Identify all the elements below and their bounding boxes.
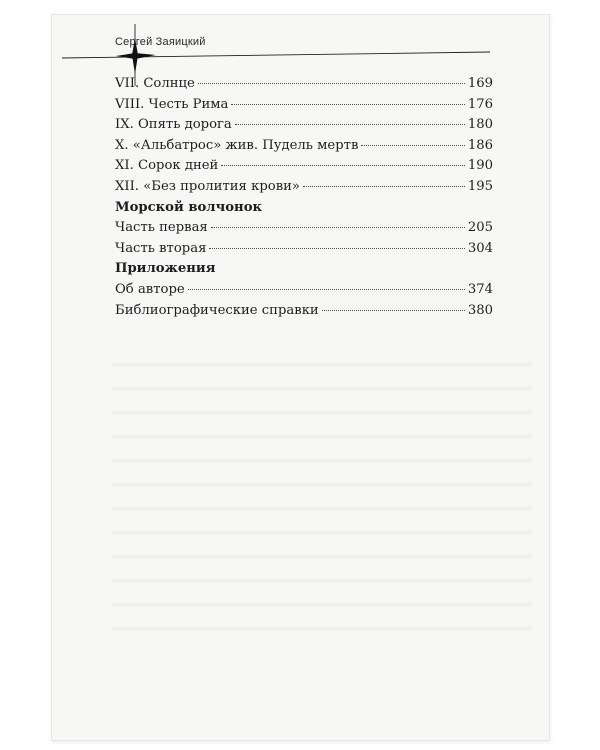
- table-of-contents: [115, 76, 493, 323]
- dot-leader: [235, 124, 465, 125]
- toc-section-heading[interactable]: Приложения: [115, 261, 216, 277]
- toc-entry-title: IX. Опять дорога: [115, 117, 232, 133]
- show-through-texture: [112, 345, 532, 645]
- toc-entry-title: Об авторе: [115, 281, 185, 297]
- dot-leader: [211, 227, 465, 228]
- dot-leader: [198, 83, 465, 84]
- toc-entry-page: 180: [467, 117, 493, 133]
- toc-entry-title: XI. Сорок дней: [115, 158, 219, 174]
- toc-entry-title: VIII. Честь Рима: [115, 96, 229, 112]
- toc-entry[interactable]: [115, 76, 493, 97]
- toc-entry[interactable]: [115, 158, 493, 179]
- toc-entry-title: XII. «Без пролития крови»: [115, 178, 300, 194]
- dot-leader: [188, 289, 465, 290]
- dot-leader: [231, 104, 464, 105]
- toc-entry-title: Часть первая: [115, 220, 208, 236]
- toc-entry[interactable]: [115, 138, 493, 159]
- toc-entry[interactable]: [115, 220, 493, 241]
- toc-entry-page: 304: [467, 240, 493, 256]
- toc-entry-title: VII. Солнце: [115, 76, 195, 91]
- running-head-author: Сергей Заяицкий: [115, 36, 206, 48]
- toc-entry[interactable]: [115, 303, 493, 324]
- toc-section-heading[interactable]: Морской волчонок: [115, 199, 263, 215]
- toc-entry-title: Часть вторая: [115, 240, 207, 256]
- toc-entry[interactable]: [115, 97, 493, 118]
- dot-leader: [209, 248, 464, 249]
- toc-entry[interactable]: [115, 179, 493, 200]
- toc-entry-page: 190: [467, 158, 493, 174]
- toc-entry-page: 374: [467, 281, 493, 297]
- toc-entry-page: 205: [467, 220, 493, 236]
- dot-leader: [221, 165, 464, 166]
- toc-entry-page: 169: [467, 76, 493, 91]
- toc-entry-title: X. «Альбатрос» жив. Пудель мертв: [115, 137, 359, 153]
- dot-leader: [303, 186, 465, 187]
- toc-entry-title: Библиографические справки: [115, 302, 319, 318]
- dot-leader: [361, 145, 464, 146]
- toc-entry-page: 186: [467, 137, 493, 153]
- toc-entry[interactable]: [115, 117, 493, 138]
- toc-entry[interactable]: [115, 241, 493, 262]
- toc-entry-page: 195: [467, 178, 493, 194]
- toc-entry-page: 380: [467, 302, 493, 318]
- toc-entry-page: 176: [467, 96, 493, 112]
- toc-entry[interactable]: [115, 282, 493, 303]
- dot-leader: [322, 310, 465, 311]
